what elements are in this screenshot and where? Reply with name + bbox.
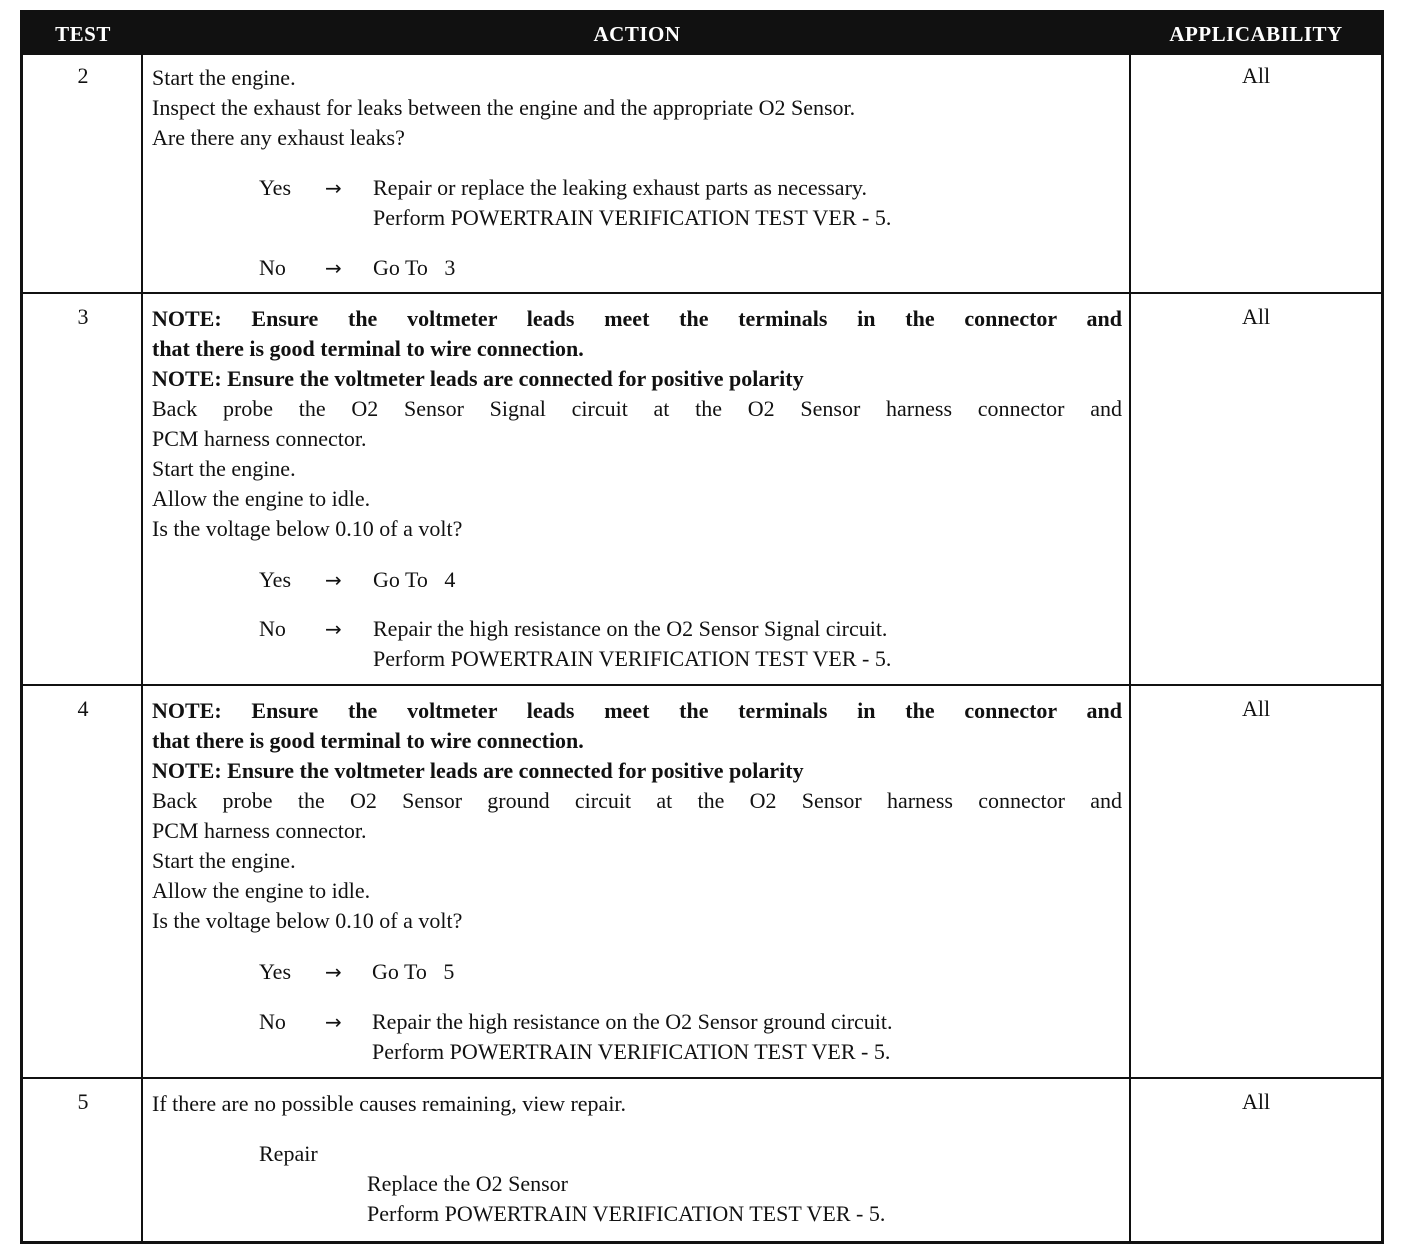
test-number: 2 <box>77 63 89 88</box>
yes-label: Yes <box>259 959 292 984</box>
action-line: Allow the engine to idle. <box>152 486 371 511</box>
no-result: Repair the high resistance on the O2 Sensor ground circuit. <box>372 1009 893 1034</box>
yes-result: Go To 4 <box>373 567 456 592</box>
right-arrow-icon: → <box>325 176 342 200</box>
no-result: Repair the high resistance on the O2 Sensor Signal circuit. <box>373 616 888 641</box>
row-divider <box>23 684 1381 686</box>
no-label: No <box>259 1009 286 1034</box>
right-arrow-icon: → <box>325 617 342 641</box>
table-header <box>23 13 1381 55</box>
right-arrow-icon: → <box>325 1010 342 1034</box>
right-arrow-icon: → <box>325 256 342 280</box>
action-line: Back probe the O2 Sensor ground circuit at the O2 Sensor harness connector and <box>152 788 1122 813</box>
action-line: Is the voltage below 0.10 of a volt? <box>152 908 463 933</box>
no-result: Perform POWERTRAIN VERIFICATION TEST VER - 5. <box>373 646 892 671</box>
diagnostic-test-table <box>20 10 1384 1244</box>
yes-label: Yes <box>259 175 292 200</box>
repair-step: Replace the O2 Sensor <box>367 1171 568 1196</box>
no-label: No <box>259 616 286 641</box>
note-line: NOTE: Ensure the voltmeter leads are connected for positive polarity <box>152 758 804 783</box>
row-divider <box>23 292 1381 294</box>
yes-label: Yes <box>259 567 292 592</box>
header-applicability: APPLICABILITY <box>1169 22 1343 46</box>
row-divider <box>23 1077 1381 1079</box>
action-line: PCM harness connector. <box>152 426 367 451</box>
applicability-value: All <box>1241 304 1271 329</box>
action-line: Is the voltage below 0.10 of a volt? <box>152 516 463 541</box>
note-line: that there is good terminal to wire connection. <box>152 728 584 753</box>
action-line: Start the engine. <box>152 848 296 873</box>
note-line: NOTE: Ensure the voltmeter leads meet the terminals in the connector and <box>152 698 1122 723</box>
action-line: Start the engine. <box>152 456 296 481</box>
header-action: ACTION <box>593 22 681 46</box>
yes-result: Perform POWERTRAIN VERIFICATION TEST VER - 5. <box>373 205 892 230</box>
test-number: 5 <box>77 1089 89 1114</box>
action-line: Allow the engine to idle. <box>152 878 371 903</box>
right-arrow-icon: → <box>325 568 342 592</box>
applicability-value: All <box>1241 1089 1271 1114</box>
note-line: that there is good terminal to wire connection. <box>152 336 584 361</box>
action-line: Start the engine. <box>152 65 296 90</box>
action-line: If there are no possible causes remaining, view repair. <box>152 1091 627 1116</box>
header-test: TEST <box>55 22 111 46</box>
column-divider-test <box>141 55 143 1241</box>
applicability-value: All <box>1241 63 1271 88</box>
action-line: Inspect the exhaust for leaks between the engine and the appropriate O2 Sensor. <box>152 95 856 120</box>
no-result: Perform POWERTRAIN VERIFICATION TEST VER - 5. <box>372 1039 891 1064</box>
action-line: PCM harness connector. <box>152 818 367 843</box>
column-divider-applicability <box>1129 55 1131 1241</box>
no-label: No <box>259 255 286 280</box>
right-arrow-icon: → <box>325 960 342 984</box>
no-result: Go To 3 <box>373 255 456 280</box>
note-line: NOTE: Ensure the voltmeter leads meet the terminals in the connector and <box>152 306 1122 331</box>
test-number: 4 <box>77 696 89 721</box>
repair-step: Perform POWERTRAIN VERIFICATION TEST VER - 5. <box>367 1201 886 1226</box>
repair-label: Repair <box>259 1141 318 1166</box>
yes-result: Go To 5 <box>372 959 455 984</box>
applicability-value: All <box>1241 696 1271 721</box>
test-number: 3 <box>77 304 89 329</box>
action-line: Back probe the O2 Sensor Signal circuit at the O2 Sensor harness connector and <box>152 396 1122 421</box>
note-line: NOTE: Ensure the voltmeter leads are connected for positive polarity <box>152 366 804 391</box>
action-line: Are there any exhaust leaks? <box>152 125 405 150</box>
yes-result: Repair or replace the leaking exhaust parts as necessary. <box>373 175 867 200</box>
